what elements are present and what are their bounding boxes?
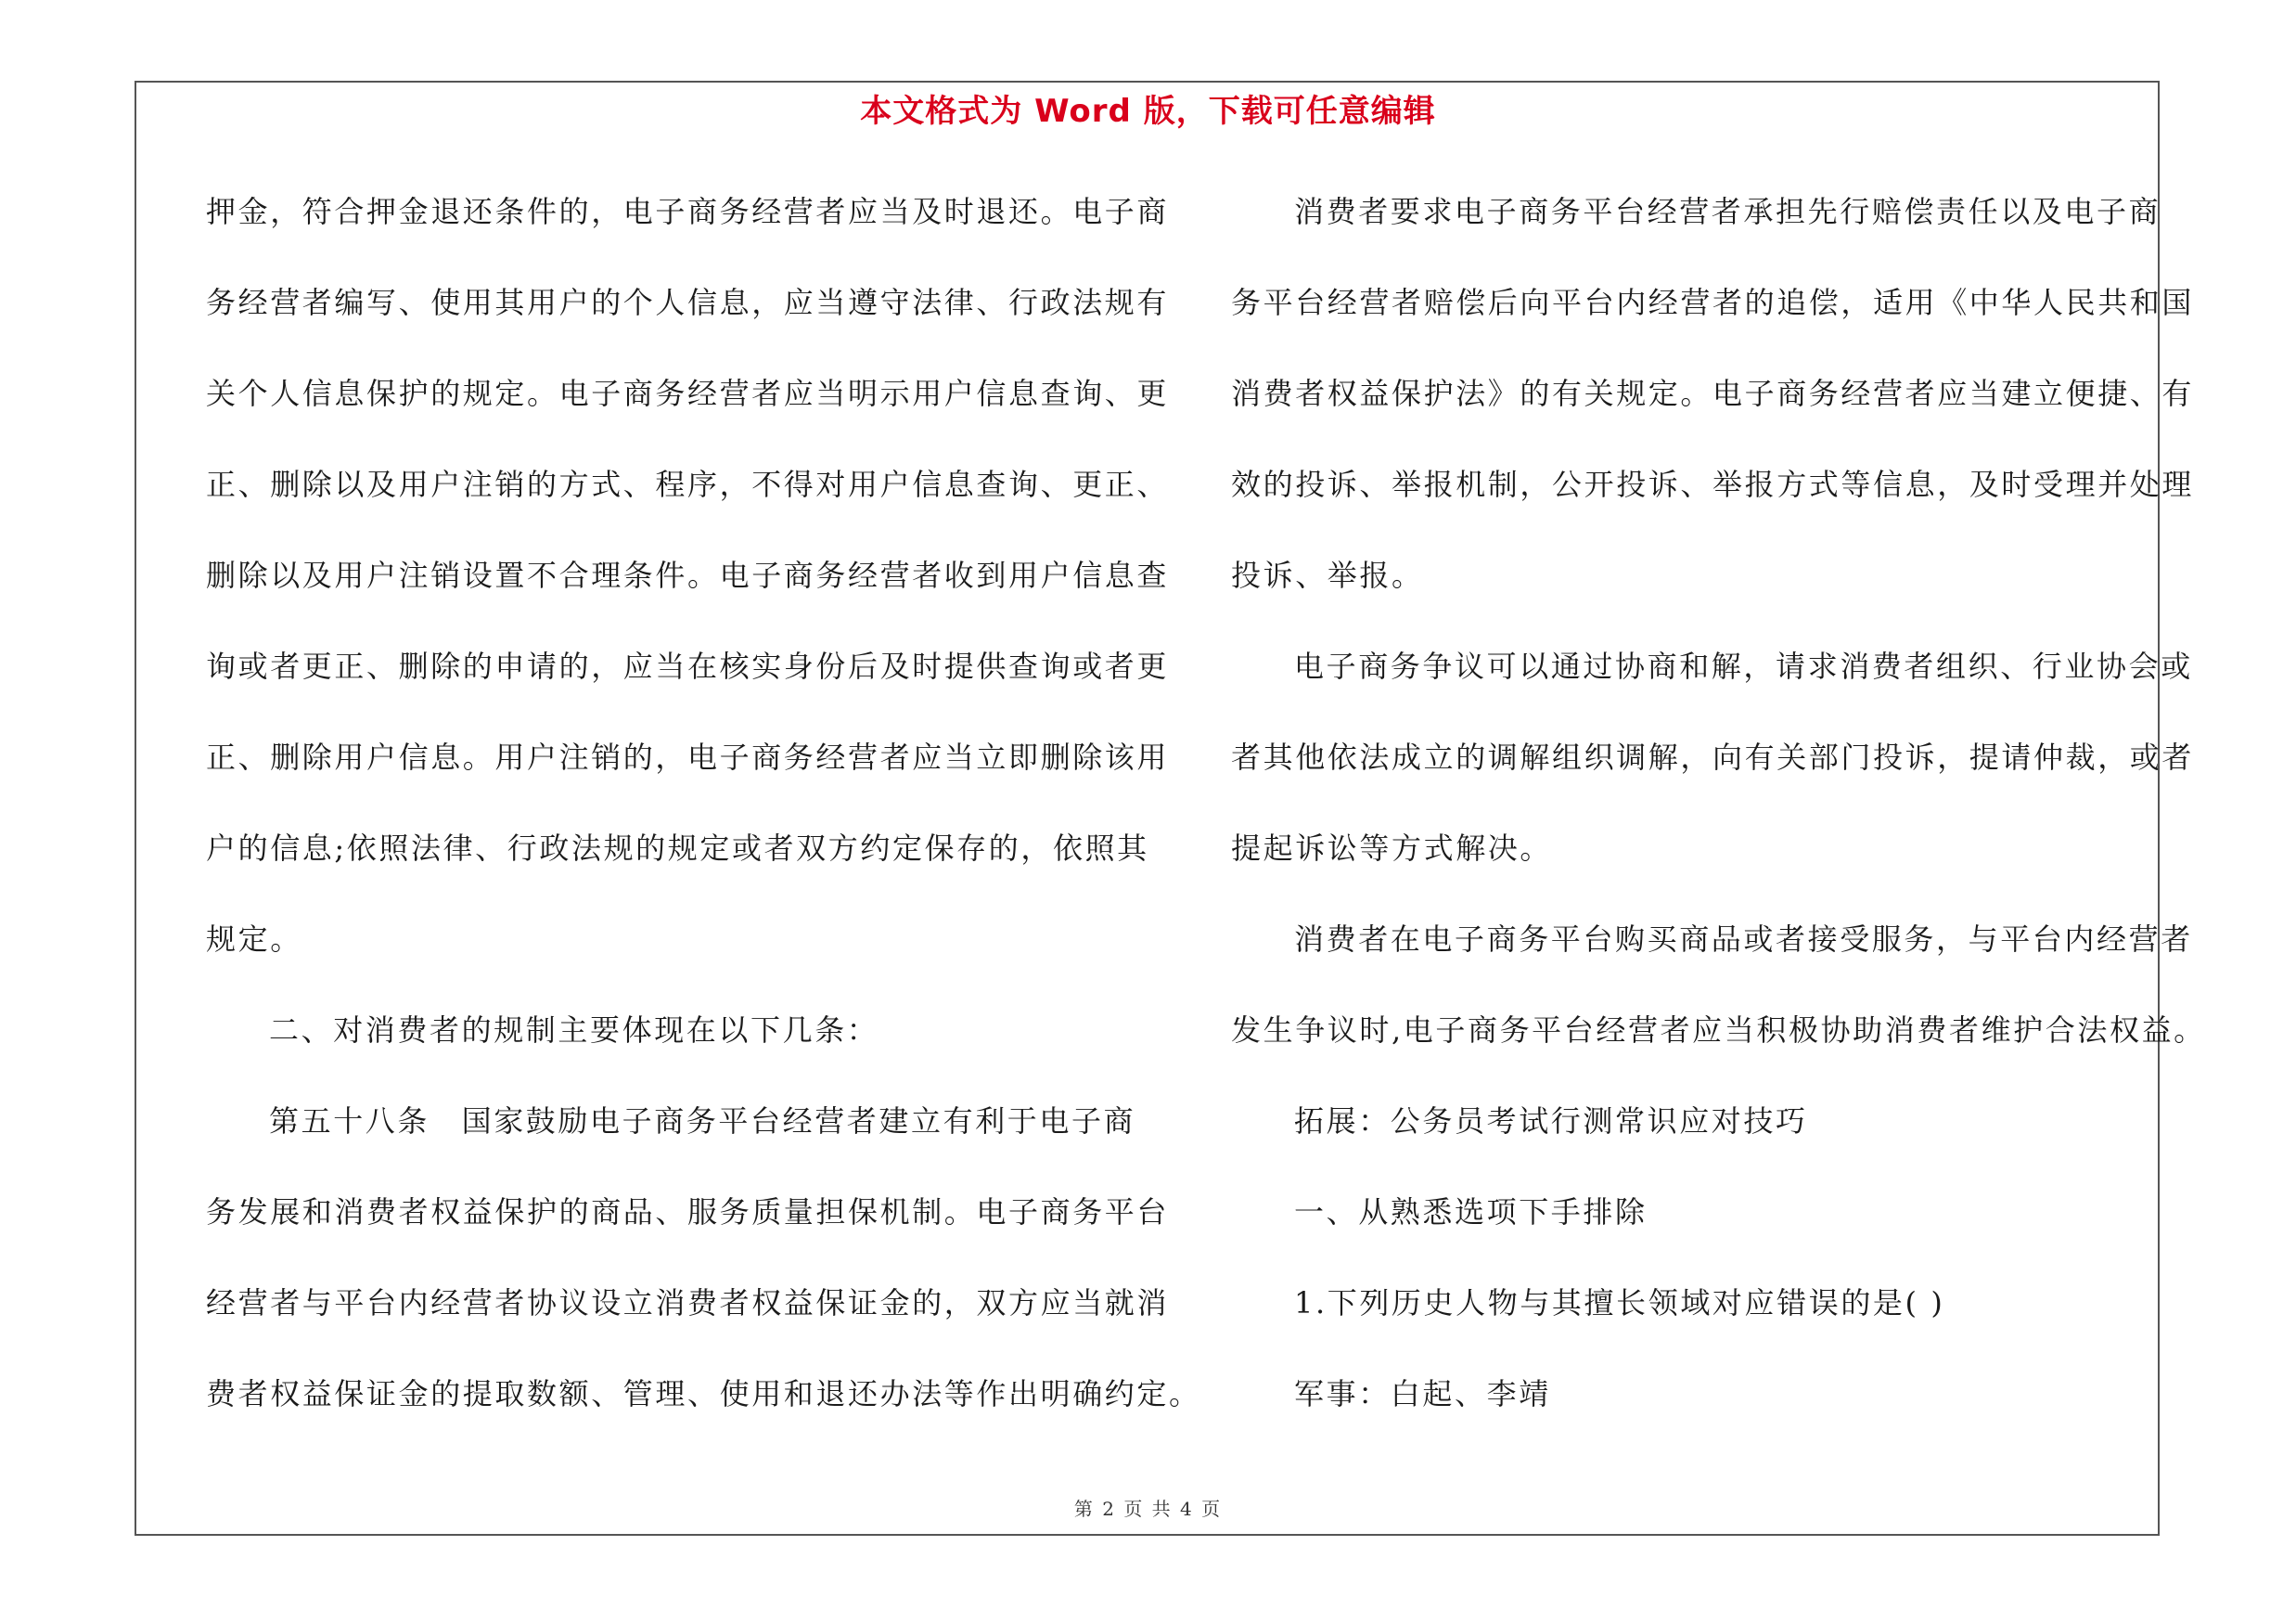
text-line: 军事：白起、李靖 [1294, 1376, 1551, 1411]
text-line: 消费者权益保护法》的有关规定。电子商务经营者应当建立便捷、有 [1231, 376, 2195, 411]
section-heading: 一、从熟悉选项下手排除 [1294, 1194, 1648, 1230]
text-line: 提起诉讼等方式解决。 [1231, 831, 1553, 866]
text-line: 押金，符合押金退还条件的，电子商务经营者应当及时退还。电子商 [206, 194, 1170, 229]
text-line: 户的信息;依照法律、行政法规的规定或者双方约定保存的，依照其 [206, 831, 1149, 866]
text-line: 发生争议时,电子商务平台经营者应当积极协助消费者维护合法权益。 [1231, 1012, 2206, 1048]
text-line: 删除以及用户注销设置不合理条件。电子商务经营者收到用户信息查 [206, 558, 1170, 593]
text-line: 电子商务争议可以通过协商和解，请求消费者组织、行业协会或 [1294, 649, 2193, 684]
page-number: 第 2 页 共 4 页 [1073, 1498, 1223, 1520]
text-line: 消费者要求电子商务平台经营者承担先行赔偿责任以及电子商 [1294, 194, 2161, 229]
text-line: 规定。 [206, 921, 302, 957]
text-line: 务经营者编写、使用其用户的个人信息，应当遵守法律、行政法规有 [206, 285, 1170, 320]
text-line: 正、删除以及用户注销的方式、程序，不得对用户信息查询、更正、 [206, 467, 1170, 502]
text-line: 务发展和消费者权益保护的商品、服务质量担保机制。电子商务平台 [206, 1194, 1170, 1230]
text-line: 经营者与平台内经营者协议设立消费者权益保证金的，双方应当就消 [206, 1285, 1170, 1320]
text-line: 询或者更正、删除的申请的，应当在核实身份后及时提供查询或者更 [206, 649, 1170, 684]
text-line: 费者权益保证金的提取数额、管理、使用和退还办法等作出明确约定。 [206, 1376, 1201, 1411]
left-column [206, 176, 1201, 1449]
question-line: 1.下列历史人物与其擅长领域对应错误的是( ) [1294, 1285, 1945, 1320]
text-line: 消费者在电子商务平台购买商品或者接受服务，与平台内经营者 [1294, 921, 2193, 957]
section-heading: 拓展：公务员考试行测常识应对技巧 [1294, 1103, 1808, 1139]
text-line: 务平台经营者赔偿后向平台内经营者的追偿，适用《中华人民共和国 [1231, 285, 2195, 320]
text-line: 第五十八条 国家鼓励电子商务平台经营者建立有利于电子商 [269, 1103, 1136, 1139]
right-column [1231, 176, 2206, 1449]
text-line: 效的投诉、举报机制，公开投诉、举报方式等信息，及时受理并处理 [1231, 467, 2195, 502]
document-banner: 本文格式为 Word 版，下载可任意编辑 [860, 93, 1436, 130]
text-line: 投诉、举报。 [1231, 558, 1424, 593]
text-line: 关个人信息保护的规定。电子商务经营者应当明示用户信息查询、更 [206, 376, 1170, 411]
text-line: 者其他依法成立的调解组织调解，向有关部门投诉，提请仲裁，或者 [1231, 740, 2195, 775]
text-line: 正、删除用户信息。用户注销的，电子商务经营者应当立即删除该用 [206, 740, 1170, 775]
section-heading: 二、对消费者的规制主要体现在以下几条： [269, 1012, 879, 1048]
